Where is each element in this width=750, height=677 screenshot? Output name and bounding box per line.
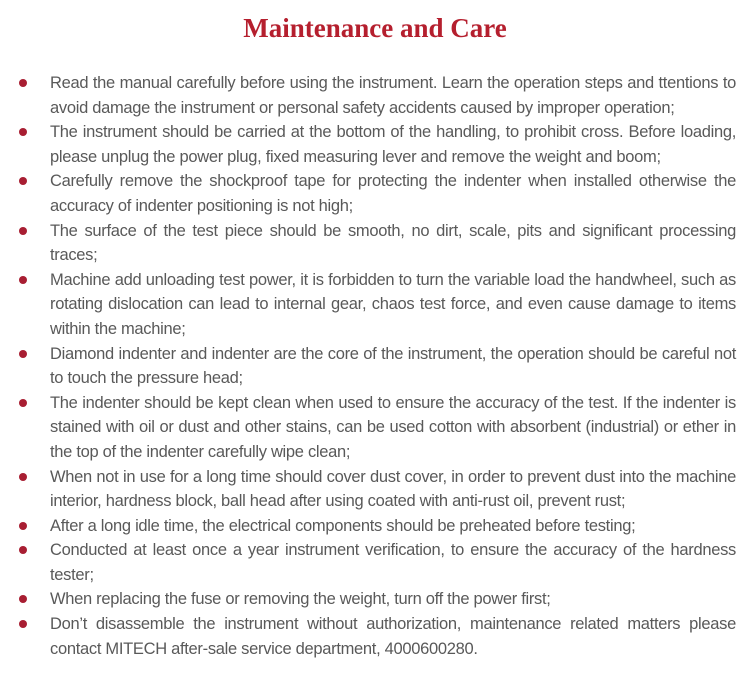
list-item-text: Carefully remove the shockproof tape for protecting the indenter when installed otherwise the accuracy of indenter positioning is not high; <box>50 172 736 215</box>
list-item <box>50 268 736 342</box>
list-item <box>50 71 736 120</box>
list-item <box>50 391 736 465</box>
list-item-text: The indenter should be kept clean when used to ensure the accuracy of the test. If the indenter is stained with oil or dust and other stains, can be used cotton with absorbent (industrial) or ether in the top of the indenter carefully wipe clean; <box>50 393 736 461</box>
page-title: Maintenance and Care <box>243 13 507 43</box>
list-item-text: The surface of the test piece should be smooth, no dirt, scale, pits and significant processing traces; <box>50 221 736 265</box>
list-item-text: Diamond indenter and indenter are the core of the instrument, the operation should be careful not to touch the pressure head; <box>50 344 736 388</box>
maintenance-list <box>0 71 736 661</box>
list-item-text: The instrument should be carried at the bottom of the handling, to prohibit cross. Before loading, please unplug the power plug, fixed measuring lever and remove the weight and boom; <box>50 123 736 166</box>
list-item <box>50 587 736 612</box>
list-item-text: After a long idle time, the electrical components should be preheated before testing; <box>50 516 636 535</box>
list-item <box>50 612 736 661</box>
list-item-text: Conducted at least once a year instrument verification, to ensure the accuracy of the hardness tester; <box>50 541 736 584</box>
list-item-text: Read the manual carefully before using the instrument. Learn the operation steps and ttentions to avoid damage the instrument or personal safety accidents caused by improper operation; <box>50 74 736 117</box>
list-item-text: Machine add unloading test power, it is forbidden to turn the variable load the handwheel, such as rotating dislocation can lead to internal gear, chaos test force, and even cause damage to items within the machine; <box>50 270 736 338</box>
list-item <box>50 465 736 514</box>
list-item <box>50 120 736 169</box>
list-item-text: When replacing the fuse or removing the weight, turn off the power first; <box>50 590 551 609</box>
list-item <box>50 514 736 539</box>
list-item <box>50 219 736 268</box>
list-item-text: When not in use for a long time should cover dust cover, in order to prevent dust into the machine interior, hardness block, ball head after using coated with anti-rust oil, prevent rust; <box>50 467 736 511</box>
list-item <box>50 342 736 391</box>
list-item-text: Don’t disassemble the instrument without authorization, maintenance related matters please contact MITECH after-sale service department, 4000600280. <box>50 615 736 658</box>
list-item <box>50 538 736 587</box>
list-item <box>50 169 736 218</box>
